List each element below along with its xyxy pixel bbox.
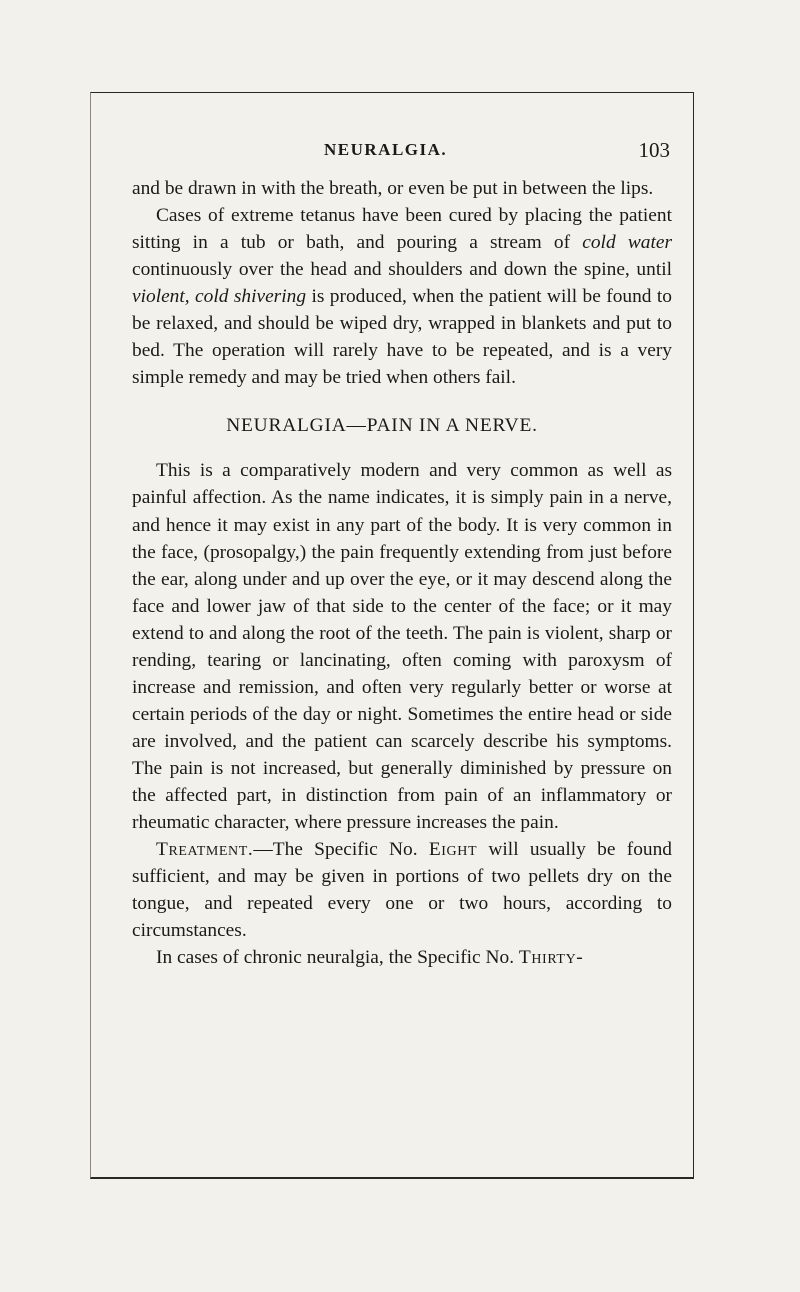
- specific-number-thirty: Thirty-: [518, 947, 584, 969]
- running-head-title: NEURALGIA.: [324, 140, 448, 159]
- paragraph-1: and be drawn in with the breath, or even be put in between the lips.: [132, 178, 654, 199]
- section-heading: NEURALGIA—PAIN IN A NERVE.: [226, 415, 538, 437]
- paragraph-4-text-1: —The Specific No.: [253, 839, 429, 861]
- paragraph-4-text-2: will usually be found sufficient, and may be given in portions of two pellets dry on the tongue, and repeated every one or two hours, according to circumstances.: [132, 839, 672, 942]
- treatment-label: Treatment.: [156, 839, 254, 861]
- paragraph-2-text-1: Cases of extreme tetanus have been cured by placing the patient sitting in a tub or bath, and pouring a stream of: [132, 205, 672, 254]
- paragraph-2-emphasis-2: violent, cold shivering: [132, 286, 307, 308]
- paragraph-2-text-3: is produced, when the patient will be found to be relaxed, and should be wiped dry, wrapped in blankets and put to bed. The operation will rarely have to be repeated, and is a very simple remedy and may be tried when others fail.: [132, 286, 672, 389]
- body-text: [132, 175, 672, 971]
- paragraph-5-text-1: In cases of chronic neuralgia, the Specific No.: [156, 947, 519, 969]
- paragraph-2-text-2: continuously over the head and shoulders and down the spine, until: [132, 259, 672, 281]
- paragraph-2: [132, 202, 672, 391]
- page-number: 103: [638, 138, 670, 162]
- paragraph-2-emphasis-1: cold water: [582, 232, 672, 254]
- paragraph-3: This is a comparatively modern and very common as well as painful affection. As the name indicates, it is simply pain in a nerve, and hence it may exist in any part of the body. It is very common in the face, (prosopalgy,) the pain frequently extending from just before the ear, along under and up over the eye, or it may descend along the face and lower jaw of that side to the center of the face; or it may extend to and along the root of the teeth. The pain is violent, sharp or rending, tearing or lancinating, often coming with paroxysm of increase and remission, and often very regularly better or worse at certain periods of the day or night. Sometimes the entire head or side are involved, and the patient can scarcely describe his symptoms. The pain is not increased, but generally diminished by pressure on the affected part, in distinction from pain of an inflammatory or rheumatic character, where pressure increases the pain.: [132, 460, 672, 834]
- paragraph-5: [132, 944, 672, 971]
- paragraph-4: [132, 836, 672, 944]
- specific-number-eight: Eight: [428, 839, 478, 861]
- running-head: [140, 140, 670, 166]
